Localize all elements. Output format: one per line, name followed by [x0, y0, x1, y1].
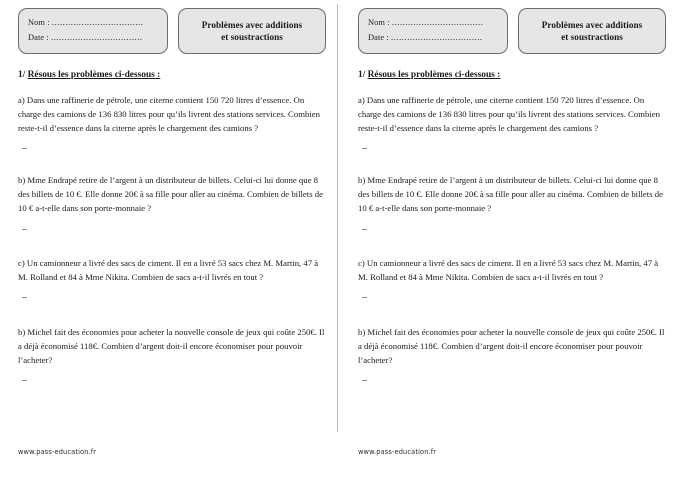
date-input-dots[interactable]: .................................. — [51, 33, 143, 42]
worksheet-title-line-1: Problèmes avec additions — [541, 20, 643, 30]
exercise-heading-text: Résous les problèmes ci-dessous : — [27, 70, 161, 80]
exercise-heading-text: Résous les problèmes ci-dessous : — [367, 70, 501, 80]
header-row — [18, 8, 326, 56]
answer-dash — [362, 229, 367, 230]
worksheet-column-right — [340, 0, 680, 480]
problem-item: b) Michel fait des économies pour acheter la nouvelle console de jeux qui coûte 250€. Il a déjà économisé 118€. Combien d’argent doit-il encore économiser pour pouvoir l’acheter? — [18, 326, 325, 365]
answer-dash — [22, 380, 27, 381]
answer-space[interactable] — [18, 135, 326, 173]
name-label: Nom : — [28, 18, 52, 27]
answer-space[interactable] — [18, 284, 326, 325]
problem-item: c) Un camionneur a livré des sacs de ciment. Il en a livré 53 sacs chez M. Martin, 47 à M. Rolland et 84 à Mme Nikita. Combien de sacs a-t-il livrés en tout ? — [18, 257, 319, 282]
problem-item: b) Michel fait des économies pour acheter la nouvelle console de jeux qui coûte 250€. Il a déjà économisé 118€. Combien d’argent doit-il encore économiser pour pouvoir l’acheter? — [358, 326, 665, 365]
date-field-row[interactable] — [368, 30, 499, 45]
header-row — [358, 8, 666, 56]
exercise-heading — [358, 70, 666, 80]
answer-dash — [22, 148, 27, 149]
answer-dash — [22, 229, 27, 230]
answer-dash — [22, 297, 27, 298]
name-label: Nom : — [368, 18, 392, 27]
student-info-box — [358, 8, 508, 54]
footer-url[interactable]: www.pass-education.fr — [18, 448, 97, 456]
problem-item: b) Mme Endrapé retire de l’argent à un distributeur de billets. Celui-ci lui donne que 8 des billets de 10 €. Elle donne 20€ à sa fille pour aller au cinéma. Combien de billets de 10 € a-t-elle dans son porte-monnaie ? — [358, 175, 663, 214]
name-field-row[interactable] — [28, 15, 159, 30]
date-field-row[interactable] — [28, 30, 159, 45]
answer-dash — [362, 380, 367, 381]
answer-space[interactable] — [358, 216, 666, 256]
problem-item: c) Un camionneur a livré des sacs de ciment. Il en a livré 53 sacs chez M. Martin, 47 à M. Rolland et 84 à Mme Nikita. Combien de sacs a-t-il livrés en tout ? — [358, 257, 659, 282]
worksheet-title-box — [518, 8, 666, 54]
column-divider — [337, 4, 338, 432]
answer-space[interactable] — [18, 216, 326, 256]
problem-item: a) Dans une raffinerie de pétrole, une citerne contient 150 720 litres d’essence. On charge des camions de 136 830 litres pour qu’ils livrent des stations services. Combien reste-t-il d’essence dans la citerne après le chargement des camions ? — [358, 95, 660, 134]
worksheet-title-line-2: et soustractions — [221, 32, 283, 42]
worksheet-title-line-1: Problèmes avec additions — [201, 20, 303, 30]
name-input-dots[interactable]: .................................. — [51, 18, 144, 27]
student-info-box — [18, 8, 168, 54]
name-field-row[interactable] — [368, 15, 499, 30]
exercise-number: 1/ — [18, 70, 28, 80]
exercise-number: 1/ — [358, 70, 368, 80]
problem-item: b) Mme Endrapé retire de l’argent à un distributeur de billets. Celui-ci lui donne que 8 des billets de 10 €. Elle donne 20€ à sa fille pour aller au cinéma. Combien de billets de 10 € a-t-elle dans son porte-monnaie ? — [18, 175, 323, 214]
worksheet-title-box — [178, 8, 326, 54]
worksheet-title-line-2: et soustractions — [561, 32, 623, 42]
problem-list — [358, 93, 666, 397]
answer-space[interactable] — [358, 284, 666, 325]
answer-space[interactable] — [358, 367, 666, 397]
answer-space[interactable] — [18, 367, 326, 397]
answer-dash — [362, 297, 367, 298]
answer-space[interactable] — [358, 135, 666, 173]
answer-dash — [362, 148, 367, 149]
problem-list — [18, 93, 326, 397]
problem-item: a) Dans une raffinerie de pétrole, une citerne contient 150 720 litres d’essence. On charge des camions de 136 830 litres pour qu’ils livrent des stations services. Combien reste-t-il d’essence dans la citerne après le chargement des camions ? — [18, 95, 320, 134]
date-input-dots[interactable]: .................................. — [391, 33, 483, 42]
exercise-heading — [18, 70, 326, 80]
footer-url[interactable]: www.pass-education.fr — [358, 448, 437, 456]
name-input-dots[interactable]: .................................. — [391, 18, 484, 27]
date-label: Date : — [28, 33, 52, 42]
date-label: Date : — [368, 33, 392, 42]
